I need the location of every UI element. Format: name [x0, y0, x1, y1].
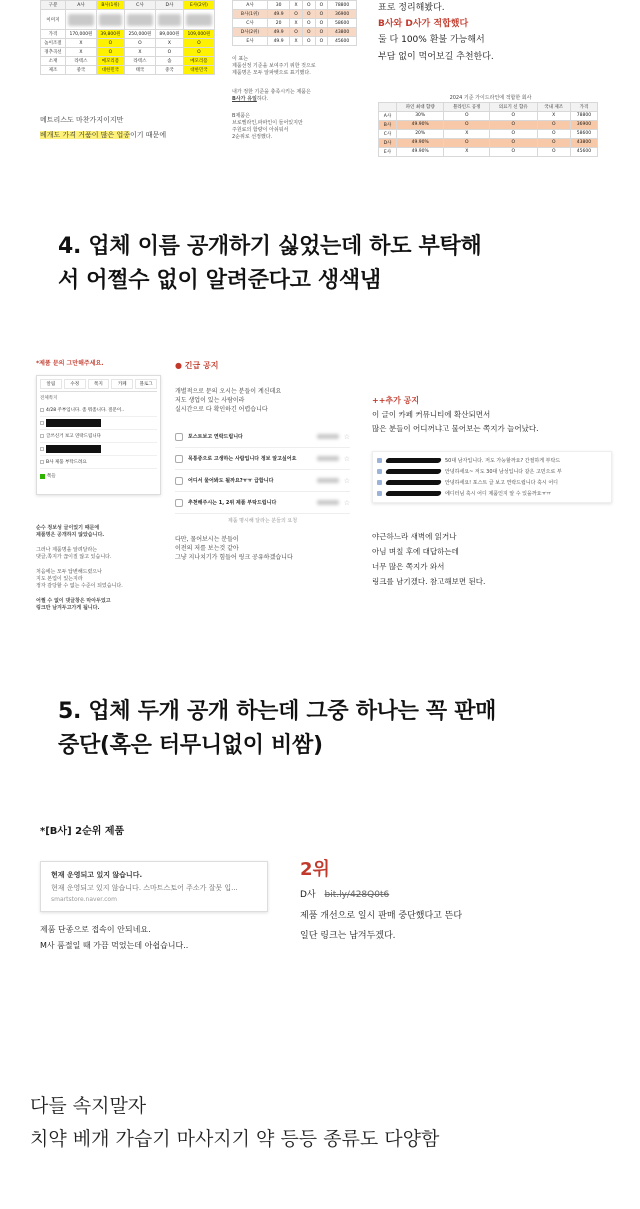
user-icon: [377, 491, 382, 496]
list-header: 전체쪽지: [40, 396, 58, 401]
message-text: 안녕하세요~ 저도 30대 남성입니다 같은 고민으로 부: [445, 468, 562, 475]
checkbox[interactable]: [175, 499, 183, 507]
card-title: 현재 운영되고 있지 않습니다.: [51, 871, 143, 879]
note-line: 이전의 저를 보는것 같아: [175, 545, 239, 552]
note-line: 이 글이 카페 커뮤니티에 확산되면서: [372, 410, 491, 419]
table-cell: O: [490, 111, 538, 120]
note-line: 링크를 남기겠다. 참고해보면 된다.: [372, 576, 486, 586]
heading-line: 5. 업체 두개 공개 하는데 그중 하나는 꼭 판매: [58, 699, 497, 724]
message-row[interactable]: [175, 470, 350, 492]
star-icon[interactable]: ☆: [343, 498, 350, 507]
table-header-cell: [379, 102, 397, 111]
message-text: 포스트보고 연락드립니다: [188, 434, 243, 440]
card-description: 현재 운영되고 있지 않습니다. 스마트스토어 주소가 잘못 입...: [51, 884, 238, 892]
note-line: 너무 많은 쪽지가 와서: [372, 561, 445, 571]
redaction-scribble: [385, 469, 442, 474]
user-icon: [377, 480, 382, 485]
redaction-scribble: [385, 458, 442, 463]
message-row[interactable]: [175, 426, 350, 448]
panel-title: *[B사] 2순위 제품: [40, 826, 125, 837]
tab-bar: [40, 379, 157, 392]
note-line: 제품선정 기준을 보여주기 위한 것으로: [232, 63, 316, 69]
redaction-block: [46, 419, 101, 427]
tab-1[interactable]: 수정: [64, 379, 86, 389]
checkbox[interactable]: [40, 447, 44, 451]
note-line: B제품은: [232, 113, 250, 119]
checkbox[interactable]: [40, 421, 44, 425]
checkbox[interactable]: [40, 408, 44, 412]
closing-line: 다들 속지말자: [30, 1095, 147, 1117]
message-row[interactable]: [175, 448, 350, 470]
caption-line: 메트리스도 마찬가지이지만: [40, 116, 124, 124]
top-mid-screenshot: [232, 0, 357, 175]
product-link[interactable]: bit.ly/428Q0t6: [324, 890, 390, 900]
note-line: 처음에는 모두 답변해드렸으나: [36, 569, 102, 575]
message-row[interactable]: [377, 477, 607, 488]
emphasis-text: B사가 유일: [232, 96, 257, 102]
message-window: [36, 375, 161, 495]
table-cell: O: [490, 138, 538, 147]
panel-additional-notice: [372, 395, 612, 635]
rank-label: 2위: [300, 859, 330, 880]
item-text: 글쓰신거 보고 연락드립니다: [46, 434, 102, 439]
table-cell: O: [537, 129, 570, 138]
list-item[interactable]: [40, 443, 157, 456]
closing-line: 치약 베개 가습기 마사지기 약 등등 종류도 다양함: [30, 1128, 440, 1151]
blurred-date: [317, 434, 339, 439]
note-line: 둘 다 100% 환불 가능해서: [378, 35, 485, 46]
table-cell: O: [490, 147, 538, 156]
table-row: [379, 138, 598, 147]
user-icon: [377, 458, 382, 463]
table-title: 2024 기준 가이드라인에 적합한 회사: [449, 94, 532, 101]
closing-text: [30, 1090, 620, 1157]
table-cell: O: [444, 138, 490, 147]
table-cell: A사: [379, 111, 397, 120]
checkbox[interactable]: [40, 434, 44, 438]
heading-line: 4. 업체 이름 공개하기 싫었는데 하도 부탁해: [58, 234, 482, 259]
emphasis-text: B사와 D사가 적합했다: [378, 19, 469, 30]
message-list: [40, 404, 157, 469]
message-text: 추천해주시는 1, 2위 제품 부탁드립니다: [188, 500, 277, 506]
message-text: 어디서 물어봐도 될까요?ㅠㅠ 급합니다: [188, 478, 274, 484]
note-line: 일단 링크는 남겨두겠다.: [300, 931, 396, 942]
caption-line: 이기 때문에: [130, 130, 167, 139]
link-preview-card[interactable]: [40, 861, 268, 912]
table-cell: O: [537, 147, 570, 156]
message-row[interactable]: [377, 488, 607, 499]
note-line: 다만, 물어보시는 분들이: [175, 536, 239, 543]
table-cell: D사: [379, 138, 397, 147]
table-cell: 43800: [570, 138, 597, 147]
checkbox[interactable]: [175, 455, 183, 463]
tab-0[interactable]: 알림: [40, 379, 62, 389]
note-line: 저도 생업이 있는 사람이라: [175, 397, 245, 404]
note-line: 제품 단종으로 접속이 안되네요.: [40, 925, 151, 934]
top-left-screenshot: [40, 0, 215, 175]
note-line: 주원료의 함량이 아쉬워서: [232, 127, 289, 133]
blurred-date: [317, 478, 339, 483]
table-cell: 45600: [570, 147, 597, 156]
table-cell: O: [444, 111, 490, 120]
message-list: [175, 426, 350, 514]
app-icon: [40, 474, 45, 479]
table-cell: X: [444, 129, 490, 138]
item-text: B사 제품 부탁드려요: [46, 460, 87, 465]
top-right-screenshot: [378, 0, 603, 175]
table-row: [379, 120, 598, 129]
table-header-cell: 의료기 신 함유: [490, 102, 538, 111]
table-row: [379, 147, 598, 156]
blurred-date: [317, 500, 339, 505]
checkbox[interactable]: [175, 433, 183, 441]
note-line: 어쩔 수 없이 댓글창은 막아두었고: [36, 598, 111, 604]
heading-line: 서 어쩔수 없이 알려준다고 생색냄: [58, 268, 381, 294]
note-line: 제품 개선으로 일시 판매 중단했다고 뜬다: [300, 910, 463, 921]
note-line: 2순위로 선정했다.: [232, 134, 273, 140]
footer-label: 쪽들: [47, 474, 56, 479]
table-cell: O: [537, 138, 570, 147]
note-line: 아님 며칠 후에 대답하는데: [372, 546, 459, 556]
redaction-block: [46, 445, 101, 453]
table-cell: 49.90%: [396, 138, 444, 147]
star-icon[interactable]: ☆: [343, 432, 350, 441]
table-cell: 30%: [396, 111, 444, 120]
section-heading-5: [58, 695, 633, 763]
list-item[interactable]: [40, 456, 157, 469]
panel-product-b: [40, 822, 280, 972]
guide-table: [378, 102, 598, 157]
table-cell: O: [537, 120, 570, 129]
note-line: 내가 정한 기준을 충족시키는 제품은: [232, 89, 311, 95]
highlight-text: 베개도 가격 거품이 많은 업종: [40, 130, 131, 139]
table-cell: E사: [379, 147, 397, 156]
table-row: [379, 129, 598, 138]
blurred-date: [317, 456, 339, 461]
note-line: 지도 본업이 있는지라: [36, 576, 83, 582]
message-text: 안녕하세요! 포스트 글 보고 연락드립니다 혹시 어디: [445, 479, 558, 486]
table-cell: 58600: [570, 129, 597, 138]
star-icon[interactable]: ☆: [343, 454, 350, 463]
note-line: 브로멜라인,파파인이 들어있지만: [232, 120, 303, 126]
note-line: 실시간으로 다 확인하긴 어렵습니다: [175, 406, 268, 413]
note-line: 표로 정리해봤다.: [378, 3, 445, 13]
note-line: 이 표는: [232, 56, 249, 62]
message-text: 50대 남자입니다. 저도 가능할까요? 간절하게 부탁드: [445, 457, 561, 464]
note-line: 순수 정보성 글이었기 때문에: [36, 525, 100, 531]
table-cell: O: [444, 120, 490, 129]
note-line: 야근하느라 새벽에 읽거나: [372, 531, 457, 541]
message-screenshot: [372, 451, 612, 503]
note-line: 개별적으로 문의 오시는 분들이 계신데요: [175, 388, 282, 395]
panel-rank-2: [300, 855, 600, 965]
tab-4[interactable]: 블로그: [135, 379, 157, 389]
note-line: 제품명은 공개하지 않았습니다.: [36, 532, 105, 538]
tab-3[interactable]: 카페: [111, 379, 133, 389]
table-cell: X: [537, 111, 570, 120]
table-cell: B사: [379, 120, 397, 129]
list-item[interactable]: [40, 430, 157, 443]
checkbox[interactable]: [175, 477, 183, 485]
message-text: 에디터님 혹시 어디 제품인지 알 수 있을까요ㅠㅠ: [445, 490, 552, 497]
table-header-cell: 가격: [570, 102, 597, 111]
panel-title: ++추가 공지: [372, 396, 420, 405]
message-row[interactable]: [377, 455, 607, 466]
spec-table: 구분 A사 B사(1위) C사 D사 E사(2위) 이미지 가격 170,000원 39,800원 250,000원 89,000원 109,000원 높이조절 X O O X O 경추곡선 X O X O O 소재 라텍스 메모리폼 라텍스 솜 메모리폼 제조 중국 대한민국 태국 중국 대한민국: [40, 0, 215, 75]
table-cell: 20%: [396, 129, 444, 138]
star-icon[interactable]: ☆: [343, 476, 350, 485]
redaction-scribble: [385, 491, 442, 496]
panel-title: *제품 문의 그만해주세요.: [36, 360, 104, 367]
section-heading-4: [58, 230, 628, 298]
table-cell: 49.90%: [396, 120, 444, 129]
image-caption: 제품 명시해 달라는 분들의 요청: [227, 518, 298, 524]
note-line: M사 품절일 때 가끔 먹었는데 아쉽습니다..: [40, 941, 189, 950]
list-item[interactable]: [40, 404, 157, 417]
mini-table: A사 30 X O O 78800 B사(1위) 49.9 O O O 36900 C사 20 X O O 58600 D사(2위) 49.9 O O O 43800 E사 49.9 X O O 45600: [232, 0, 357, 46]
heading-line: 중단(혹은 터무니없이 비쌈): [58, 733, 323, 759]
tab-2[interactable]: 쪽지: [88, 379, 110, 389]
card-url: smartstore.naver.com: [51, 896, 117, 903]
panel-inquiry: [36, 358, 161, 628]
note-line: 그러나 제품명을 알려달라는: [36, 547, 98, 553]
table-header-cell: 블라인드 공정: [444, 102, 490, 111]
list-item[interactable]: [40, 417, 157, 430]
note-line: 제품명은 모두 알파벳으로 표기했다.: [232, 70, 311, 76]
note-line: 링크만 남겨두고가게 됩니다.: [36, 605, 100, 611]
note-line: 그냥 지나치기가 힘들어 링크 공유하겠습니다: [175, 554, 293, 561]
note-line: 하다.: [256, 96, 269, 102]
message-text: 목통증으로 고생하는 사람입니다 정보 알고싶어요: [188, 456, 297, 462]
table-row: [379, 111, 598, 120]
panel-urgent-notice: [175, 360, 350, 630]
item-text: 4/28 주부입니다. 좀 뭐좀니다. 질문이..: [46, 408, 125, 413]
message-row[interactable]: [377, 466, 607, 477]
message-row[interactable]: [175, 492, 350, 514]
company-label: D사: [300, 890, 316, 900]
user-icon: [377, 469, 382, 474]
table-cell: X: [444, 147, 490, 156]
note-line: 많은 분들이 어디꺼냐고 물어보는 쪽지가 늘어났다.: [372, 424, 539, 434]
table-cell: C사: [379, 129, 397, 138]
note-line: 정자 감당할 수 없는 수준이 되었습니다.: [36, 583, 123, 589]
table-cell: 78800: [570, 111, 597, 120]
table-cell: 49.90%: [396, 147, 444, 156]
table-cell: O: [490, 120, 538, 129]
note-line: 부담 없이 먹어보길 추천한다.: [378, 51, 494, 62]
table-cell: 36900: [570, 120, 597, 129]
checkbox[interactable]: [40, 460, 44, 464]
note-line: 댓글,쪽지가 끊이질 않고 있습니다.: [36, 554, 112, 560]
table-header-cell: 국내 제조: [537, 102, 570, 111]
panel-title: ● 긴급 공지: [175, 361, 219, 370]
redaction-scribble: [385, 480, 442, 485]
table-cell: O: [490, 129, 538, 138]
table-header-cell: 파인 최대 함량: [396, 102, 444, 111]
